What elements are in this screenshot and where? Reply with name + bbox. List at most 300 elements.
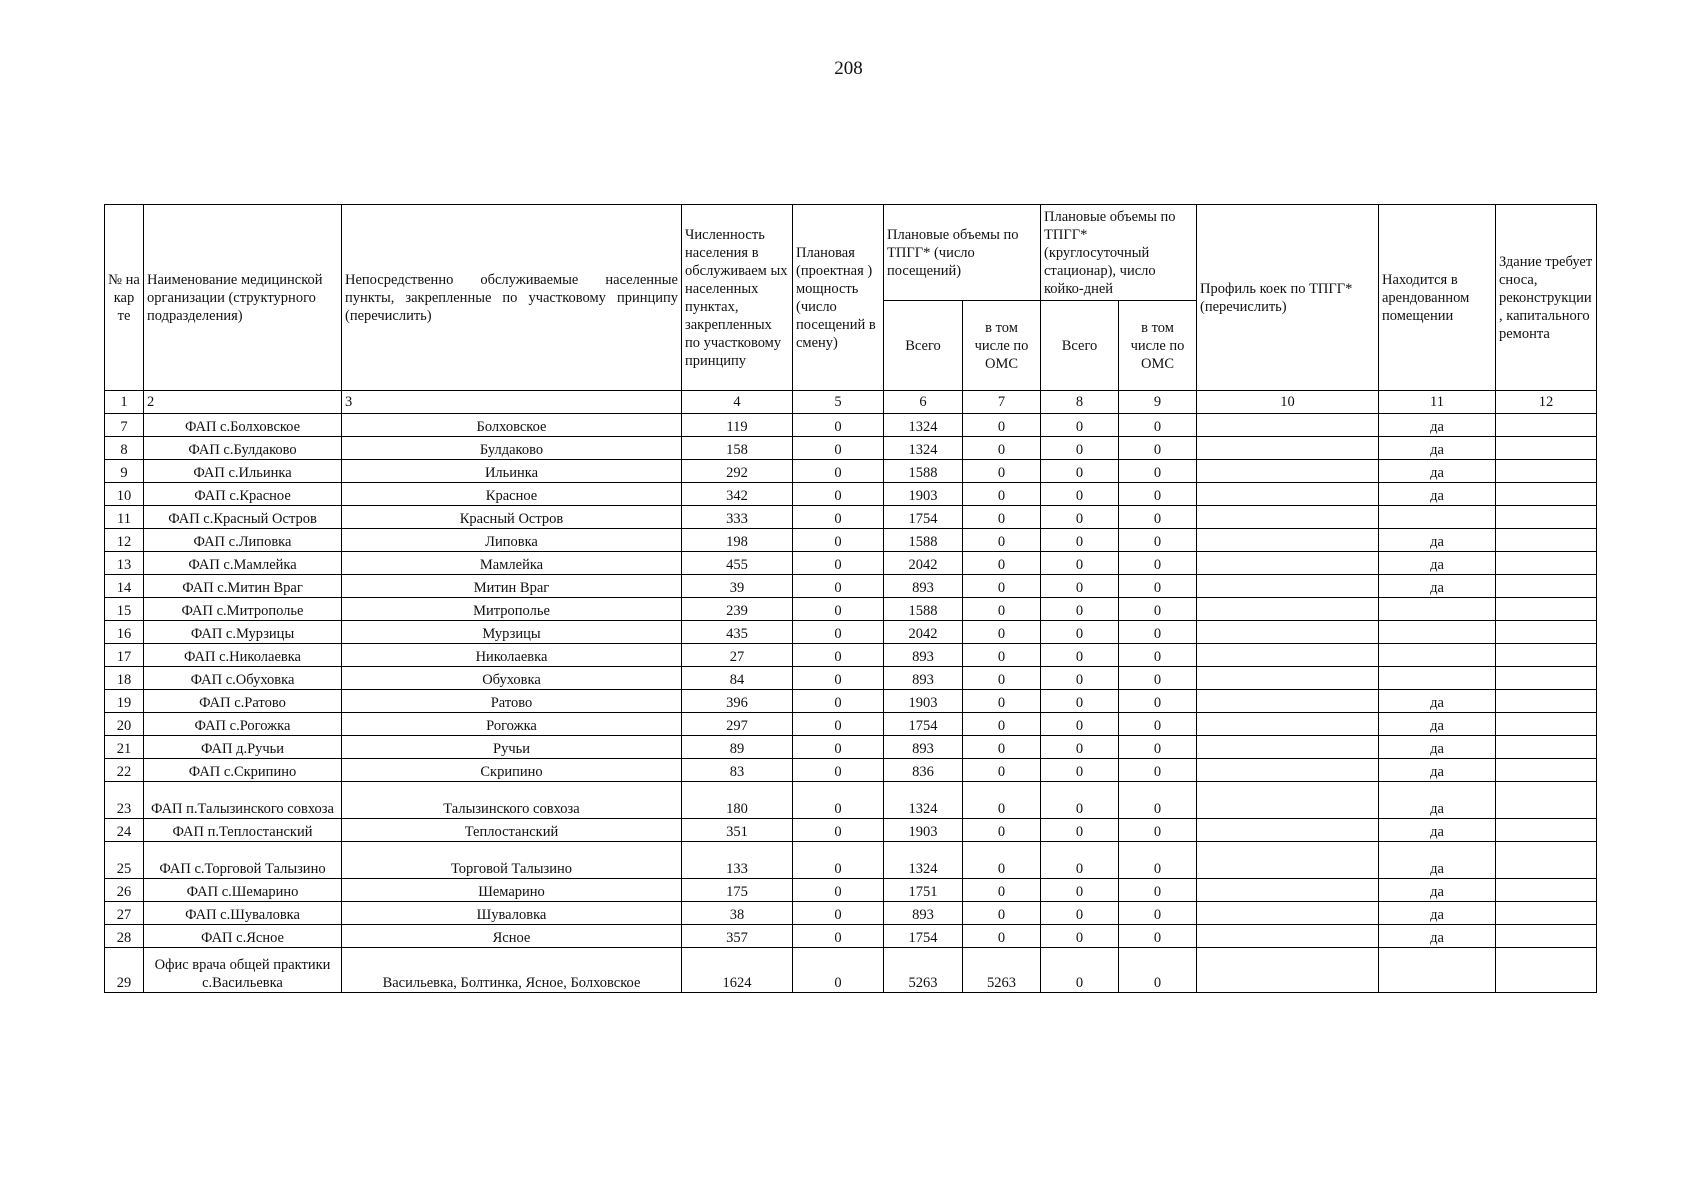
- table-row: [105, 483, 1597, 506]
- cell-building-repair: [1496, 842, 1597, 879]
- cell-bed-profile: [1197, 902, 1379, 925]
- table-body: [105, 414, 1597, 993]
- cell-bed-profile: [1197, 598, 1379, 621]
- cell-map-number: 12: [105, 529, 144, 552]
- table-row: [105, 552, 1597, 575]
- cell-bed-days-total: 0: [1041, 437, 1119, 460]
- cell-visits-total: 1324: [884, 782, 963, 819]
- cell-bed-profile: [1197, 621, 1379, 644]
- column-number: 11: [1379, 391, 1496, 414]
- cell-map-number: 16: [105, 621, 144, 644]
- cell-population: 39: [682, 575, 793, 598]
- cell-population: 89: [682, 736, 793, 759]
- cell-building-repair: [1496, 483, 1597, 506]
- cell-served-settlements: Торговой Талызино: [342, 842, 682, 879]
- cell-bed-profile: [1197, 925, 1379, 948]
- cell-visits-oms: 0: [963, 621, 1041, 644]
- cell-rented-premises: да: [1379, 736, 1496, 759]
- cell-organization-name: ФАП с.Шуваловка: [144, 902, 342, 925]
- cell-organization-name: ФАП с.Обуховка: [144, 667, 342, 690]
- cell-bed-days-total: 0: [1041, 842, 1119, 879]
- cell-visits-oms: 0: [963, 437, 1041, 460]
- column-number: 4: [682, 391, 793, 414]
- cell-visits-oms: 5263: [963, 948, 1041, 993]
- cell-rented-premises: [1379, 644, 1496, 667]
- cell-organization-name: ФАП с.Мамлейка: [144, 552, 342, 575]
- cell-map-number: 14: [105, 575, 144, 598]
- column-number: 6: [884, 391, 963, 414]
- cell-map-number: 24: [105, 819, 144, 842]
- cell-served-settlements: Митин Враг: [342, 575, 682, 598]
- cell-bed-profile: [1197, 506, 1379, 529]
- cell-bed-profile: [1197, 460, 1379, 483]
- cell-bed-days-total: 0: [1041, 948, 1119, 993]
- cell-building-repair: [1496, 460, 1597, 483]
- cell-visits-oms: 0: [963, 736, 1041, 759]
- cell-organization-name: ФАП с.Красный Остров: [144, 506, 342, 529]
- cell-planned-capacity: 0: [793, 925, 884, 948]
- cell-bed-days-oms: 0: [1119, 460, 1197, 483]
- cell-planned-capacity: 0: [793, 575, 884, 598]
- header-visits-total: Всего: [884, 301, 963, 391]
- cell-rented-premises: [1379, 598, 1496, 621]
- cell-rented-premises: да: [1379, 842, 1496, 879]
- cell-population: 38: [682, 902, 793, 925]
- table-row: [105, 782, 1597, 819]
- header-served-settlements: Непосредственно обслуживаемые населенные пункты, закрепленные по участковому принципу (перечислить): [342, 205, 682, 391]
- cell-visits-total: 1324: [884, 842, 963, 879]
- cell-visits-oms: 0: [963, 759, 1041, 782]
- cell-organization-name: ФАП д.Ручьи: [144, 736, 342, 759]
- table-header: [105, 205, 1597, 391]
- table-row: [105, 506, 1597, 529]
- cell-population: 292: [682, 460, 793, 483]
- cell-bed-days-total: 0: [1041, 529, 1119, 552]
- cell-visits-total: 893: [884, 644, 963, 667]
- cell-bed-days-oms: 0: [1119, 575, 1197, 598]
- column-number: 10: [1197, 391, 1379, 414]
- cell-building-repair: [1496, 552, 1597, 575]
- cell-visits-total: 893: [884, 575, 963, 598]
- cell-bed-profile: [1197, 690, 1379, 713]
- column-number: 3: [342, 391, 682, 414]
- cell-bed-days-total: 0: [1041, 460, 1119, 483]
- cell-visits-total: 1754: [884, 925, 963, 948]
- cell-visits-total: 2042: [884, 621, 963, 644]
- cell-visits-oms: 0: [963, 460, 1041, 483]
- cell-population: 83: [682, 759, 793, 782]
- header-planned-bed-days: Плановые объемы по ТПГГ* (круглосуточный стационар), число койко-дней: [1041, 205, 1197, 301]
- cell-visits-total: 893: [884, 902, 963, 925]
- table-row: [105, 879, 1597, 902]
- table-row: [105, 575, 1597, 598]
- cell-served-settlements: Николаевка: [342, 644, 682, 667]
- cell-bed-profile: [1197, 948, 1379, 993]
- cell-rented-premises: да: [1379, 690, 1496, 713]
- header-population: Численность населения в обслуживаем ых населенных пунктах, закрепленных по участковому принципу: [682, 205, 793, 391]
- cell-bed-days-total: 0: [1041, 925, 1119, 948]
- page-number: 208: [834, 58, 863, 79]
- table-row: [105, 736, 1597, 759]
- cell-visits-total: 1588: [884, 460, 963, 483]
- cell-bed-days-oms: 0: [1119, 948, 1197, 993]
- cell-population: 435: [682, 621, 793, 644]
- table-row: [105, 759, 1597, 782]
- cell-bed-days-oms: 0: [1119, 598, 1197, 621]
- cell-population: 133: [682, 842, 793, 879]
- cell-visits-total: 1903: [884, 690, 963, 713]
- cell-bed-profile: [1197, 782, 1379, 819]
- cell-bed-days-total: 0: [1041, 483, 1119, 506]
- cell-building-repair: [1496, 575, 1597, 598]
- cell-planned-capacity: 0: [793, 529, 884, 552]
- table-row: [105, 414, 1597, 437]
- cell-organization-name: ФАП с.Ясное: [144, 925, 342, 948]
- cell-rented-premises: [1379, 667, 1496, 690]
- cell-bed-profile: [1197, 736, 1379, 759]
- cell-building-repair: [1496, 667, 1597, 690]
- cell-planned-capacity: 0: [793, 667, 884, 690]
- cell-planned-capacity: 0: [793, 483, 884, 506]
- cell-organization-name: ФАП с.Липовка: [144, 529, 342, 552]
- cell-served-settlements: Васильевка, Болтинка, Ясное, Болховское: [342, 948, 682, 993]
- cell-bed-days-total: 0: [1041, 644, 1119, 667]
- cell-bed-days-oms: 0: [1119, 644, 1197, 667]
- header-map-number: № на кар те: [105, 205, 144, 391]
- table-row: [105, 598, 1597, 621]
- column-number: 9: [1119, 391, 1197, 414]
- cell-building-repair: [1496, 925, 1597, 948]
- cell-visits-oms: 0: [963, 414, 1041, 437]
- cell-population: 198: [682, 529, 793, 552]
- cell-rented-premises: да: [1379, 483, 1496, 506]
- cell-planned-capacity: 0: [793, 621, 884, 644]
- facilities-table: [104, 204, 1597, 993]
- cell-bed-days-oms: 0: [1119, 483, 1197, 506]
- cell-planned-capacity: 0: [793, 879, 884, 902]
- cell-planned-capacity: 0: [793, 644, 884, 667]
- cell-bed-profile: [1197, 713, 1379, 736]
- cell-visits-oms: 0: [963, 842, 1041, 879]
- cell-map-number: 13: [105, 552, 144, 575]
- table-row: [105, 667, 1597, 690]
- cell-bed-days-total: 0: [1041, 414, 1119, 437]
- cell-visits-oms: 0: [963, 690, 1041, 713]
- cell-rented-premises: [1379, 506, 1496, 529]
- cell-organization-name: ФАП с.Торговой Талызино: [144, 842, 342, 879]
- cell-bed-days-total: 0: [1041, 713, 1119, 736]
- cell-visits-oms: 0: [963, 902, 1041, 925]
- cell-organization-name: ФАП с.Ильинка: [144, 460, 342, 483]
- cell-served-settlements: Болховское: [342, 414, 682, 437]
- cell-planned-capacity: 0: [793, 414, 884, 437]
- cell-population: 1624: [682, 948, 793, 993]
- cell-map-number: 20: [105, 713, 144, 736]
- cell-bed-days-total: 0: [1041, 759, 1119, 782]
- cell-visits-total: 1588: [884, 598, 963, 621]
- cell-bed-days-oms: 0: [1119, 902, 1197, 925]
- cell-visits-total: 1754: [884, 713, 963, 736]
- cell-rented-premises: да: [1379, 925, 1496, 948]
- cell-visits-oms: 0: [963, 529, 1041, 552]
- cell-planned-capacity: 0: [793, 819, 884, 842]
- cell-bed-days-total: 0: [1041, 598, 1119, 621]
- cell-planned-capacity: 0: [793, 842, 884, 879]
- cell-served-settlements: Липовка: [342, 529, 682, 552]
- cell-organization-name: ФАП с.Митин Враг: [144, 575, 342, 598]
- cell-planned-capacity: 0: [793, 690, 884, 713]
- cell-planned-capacity: 0: [793, 713, 884, 736]
- cell-served-settlements: Ратово: [342, 690, 682, 713]
- cell-bed-days-total: 0: [1041, 506, 1119, 529]
- header-bed-profile: Профиль коек по ТПГГ* (перечислить): [1197, 205, 1379, 391]
- cell-bed-days-oms: 0: [1119, 552, 1197, 575]
- cell-bed-days-total: 0: [1041, 621, 1119, 644]
- cell-map-number: 23: [105, 782, 144, 819]
- table-row: [105, 621, 1597, 644]
- cell-organization-name: ФАП с.Митрополье: [144, 598, 342, 621]
- cell-bed-profile: [1197, 575, 1379, 598]
- cell-planned-capacity: 0: [793, 736, 884, 759]
- table-row: [105, 690, 1597, 713]
- cell-served-settlements: Мурзицы: [342, 621, 682, 644]
- cell-map-number: 29: [105, 948, 144, 993]
- cell-bed-profile: [1197, 644, 1379, 667]
- cell-bed-profile: [1197, 842, 1379, 879]
- cell-building-repair: [1496, 902, 1597, 925]
- cell-visits-total: 1324: [884, 414, 963, 437]
- cell-map-number: 25: [105, 842, 144, 879]
- header-planned-visits: Плановые объемы по ТПГГ* (число посещений): [884, 205, 1041, 301]
- table-row: [105, 437, 1597, 460]
- cell-visits-oms: 0: [963, 667, 1041, 690]
- cell-visits-total: 836: [884, 759, 963, 782]
- cell-bed-days-oms: 0: [1119, 819, 1197, 842]
- header-organization-name: Наименование медицинской организации (структурного подразделения): [144, 205, 342, 391]
- cell-served-settlements: Талызинского совхоза: [342, 782, 682, 819]
- cell-served-settlements: Шемарино: [342, 879, 682, 902]
- cell-rented-premises: да: [1379, 575, 1496, 598]
- cell-building-repair: [1496, 736, 1597, 759]
- cell-bed-days-oms: 0: [1119, 782, 1197, 819]
- cell-population: 297: [682, 713, 793, 736]
- cell-map-number: 15: [105, 598, 144, 621]
- cell-bed-profile: [1197, 552, 1379, 575]
- cell-planned-capacity: 0: [793, 759, 884, 782]
- cell-bed-days-oms: 0: [1119, 414, 1197, 437]
- cell-population: 351: [682, 819, 793, 842]
- cell-visits-oms: 0: [963, 782, 1041, 819]
- cell-population: 158: [682, 437, 793, 460]
- cell-served-settlements: Теплостанский: [342, 819, 682, 842]
- header-building-repair: Здание требует сноса, реконструкции , капитального ремонта: [1496, 205, 1597, 391]
- cell-map-number: 26: [105, 879, 144, 902]
- cell-building-repair: [1496, 782, 1597, 819]
- cell-bed-days-total: 0: [1041, 667, 1119, 690]
- cell-visits-oms: 0: [963, 925, 1041, 948]
- cell-organization-name: Офис врача общей практики с.Васильевка: [144, 948, 342, 993]
- cell-visits-total: 5263: [884, 948, 963, 993]
- header-rented-premises: Находится в арендованном помещении: [1379, 205, 1496, 391]
- cell-visits-oms: 0: [963, 483, 1041, 506]
- cell-population: 357: [682, 925, 793, 948]
- table-row: [105, 529, 1597, 552]
- cell-population: 175: [682, 879, 793, 902]
- cell-map-number: 19: [105, 690, 144, 713]
- cell-bed-days-total: 0: [1041, 690, 1119, 713]
- cell-building-repair: [1496, 948, 1597, 993]
- cell-population: 455: [682, 552, 793, 575]
- cell-rented-premises: [1379, 621, 1496, 644]
- header-planned-capacity: Плановая (проектная ) мощность (число посещений в смену): [793, 205, 884, 391]
- cell-planned-capacity: 0: [793, 948, 884, 993]
- cell-served-settlements: Мамлейка: [342, 552, 682, 575]
- cell-bed-days-total: 0: [1041, 819, 1119, 842]
- cell-map-number: 7: [105, 414, 144, 437]
- cell-population: 84: [682, 667, 793, 690]
- cell-served-settlements: Скрипино: [342, 759, 682, 782]
- cell-building-repair: [1496, 598, 1597, 621]
- cell-planned-capacity: 0: [793, 552, 884, 575]
- cell-visits-total: 893: [884, 667, 963, 690]
- cell-building-repair: [1496, 414, 1597, 437]
- cell-served-settlements: Обуховка: [342, 667, 682, 690]
- cell-visits-oms: 0: [963, 575, 1041, 598]
- column-number-row: [105, 391, 1597, 414]
- header-bed-days-oms: в том числе по ОМС: [1119, 301, 1197, 391]
- cell-bed-profile: [1197, 483, 1379, 506]
- cell-organization-name: ФАП с.Николаевка: [144, 644, 342, 667]
- cell-rented-premises: да: [1379, 902, 1496, 925]
- cell-bed-days-oms: 0: [1119, 736, 1197, 759]
- cell-bed-days-total: 0: [1041, 736, 1119, 759]
- cell-map-number: 18: [105, 667, 144, 690]
- table-row: [105, 460, 1597, 483]
- cell-served-settlements: Красный Остров: [342, 506, 682, 529]
- cell-visits-total: 1324: [884, 437, 963, 460]
- cell-population: 333: [682, 506, 793, 529]
- cell-visits-oms: 0: [963, 879, 1041, 902]
- cell-bed-profile: [1197, 879, 1379, 902]
- cell-bed-days-total: 0: [1041, 552, 1119, 575]
- cell-organization-name: ФАП п.Талызинского совхоза: [144, 782, 342, 819]
- cell-visits-total: 1754: [884, 506, 963, 529]
- cell-organization-name: ФАП с.Красное: [144, 483, 342, 506]
- cell-rented-premises: да: [1379, 460, 1496, 483]
- cell-building-repair: [1496, 819, 1597, 842]
- cell-rented-premises: [1379, 948, 1496, 993]
- cell-building-repair: [1496, 529, 1597, 552]
- cell-visits-oms: 0: [963, 506, 1041, 529]
- column-number: 8: [1041, 391, 1119, 414]
- cell-rented-premises: да: [1379, 414, 1496, 437]
- cell-bed-days-oms: 0: [1119, 842, 1197, 879]
- cell-planned-capacity: 0: [793, 598, 884, 621]
- table-row: [105, 819, 1597, 842]
- cell-population: 27: [682, 644, 793, 667]
- cell-building-repair: [1496, 621, 1597, 644]
- cell-planned-capacity: 0: [793, 782, 884, 819]
- cell-organization-name: ФАП с.Шемарино: [144, 879, 342, 902]
- cell-map-number: 28: [105, 925, 144, 948]
- cell-planned-capacity: 0: [793, 437, 884, 460]
- table-row: [105, 902, 1597, 925]
- cell-visits-total: 893: [884, 736, 963, 759]
- table-row: [105, 644, 1597, 667]
- table-row: [105, 948, 1597, 993]
- cell-bed-days-total: 0: [1041, 782, 1119, 819]
- cell-building-repair: [1496, 437, 1597, 460]
- column-number: 1: [105, 391, 144, 414]
- table-row: [105, 842, 1597, 879]
- cell-bed-profile: [1197, 414, 1379, 437]
- cell-bed-profile: [1197, 819, 1379, 842]
- column-number: 5: [793, 391, 884, 414]
- cell-served-settlements: Ручьи: [342, 736, 682, 759]
- cell-population: 396: [682, 690, 793, 713]
- cell-visits-oms: 0: [963, 598, 1041, 621]
- cell-bed-days-oms: 0: [1119, 690, 1197, 713]
- cell-bed-days-oms: 0: [1119, 759, 1197, 782]
- cell-rented-premises: да: [1379, 759, 1496, 782]
- cell-map-number: 17: [105, 644, 144, 667]
- cell-bed-days-oms: 0: [1119, 529, 1197, 552]
- cell-population: 180: [682, 782, 793, 819]
- cell-map-number: 21: [105, 736, 144, 759]
- cell-visits-oms: 0: [963, 819, 1041, 842]
- cell-building-repair: [1496, 713, 1597, 736]
- column-number: 12: [1496, 391, 1597, 414]
- cell-bed-days-oms: 0: [1119, 437, 1197, 460]
- cell-map-number: 10: [105, 483, 144, 506]
- cell-visits-oms: 0: [963, 552, 1041, 575]
- column-number: 2: [144, 391, 342, 414]
- header-bed-days-total: Всего: [1041, 301, 1119, 391]
- cell-visits-total: 1751: [884, 879, 963, 902]
- cell-building-repair: [1496, 759, 1597, 782]
- cell-planned-capacity: 0: [793, 460, 884, 483]
- cell-bed-days-total: 0: [1041, 879, 1119, 902]
- cell-bed-profile: [1197, 529, 1379, 552]
- cell-population: 119: [682, 414, 793, 437]
- cell-served-settlements: Митрополье: [342, 598, 682, 621]
- cell-visits-total: 1903: [884, 819, 963, 842]
- cell-bed-days-oms: 0: [1119, 879, 1197, 902]
- cell-bed-profile: [1197, 759, 1379, 782]
- cell-bed-days-oms: 0: [1119, 506, 1197, 529]
- cell-organization-name: ФАП с.Мурзицы: [144, 621, 342, 644]
- cell-rented-premises: да: [1379, 529, 1496, 552]
- cell-building-repair: [1496, 644, 1597, 667]
- cell-bed-days-total: 0: [1041, 902, 1119, 925]
- cell-rented-premises: да: [1379, 437, 1496, 460]
- cell-population: 239: [682, 598, 793, 621]
- cell-bed-days-oms: 0: [1119, 667, 1197, 690]
- cell-bed-profile: [1197, 667, 1379, 690]
- cell-served-settlements: Ильинка: [342, 460, 682, 483]
- column-number: 7: [963, 391, 1041, 414]
- header-visits-oms: в том числе по ОМС: [963, 301, 1041, 391]
- cell-bed-days-total: 0: [1041, 575, 1119, 598]
- cell-served-settlements: Шуваловка: [342, 902, 682, 925]
- cell-building-repair: [1496, 879, 1597, 902]
- cell-organization-name: ФАП с.Болховское: [144, 414, 342, 437]
- cell-rented-premises: да: [1379, 819, 1496, 842]
- cell-visits-total: 2042: [884, 552, 963, 575]
- cell-rented-premises: да: [1379, 713, 1496, 736]
- cell-organization-name: ФАП п.Теплостанский: [144, 819, 342, 842]
- cell-rented-premises: да: [1379, 552, 1496, 575]
